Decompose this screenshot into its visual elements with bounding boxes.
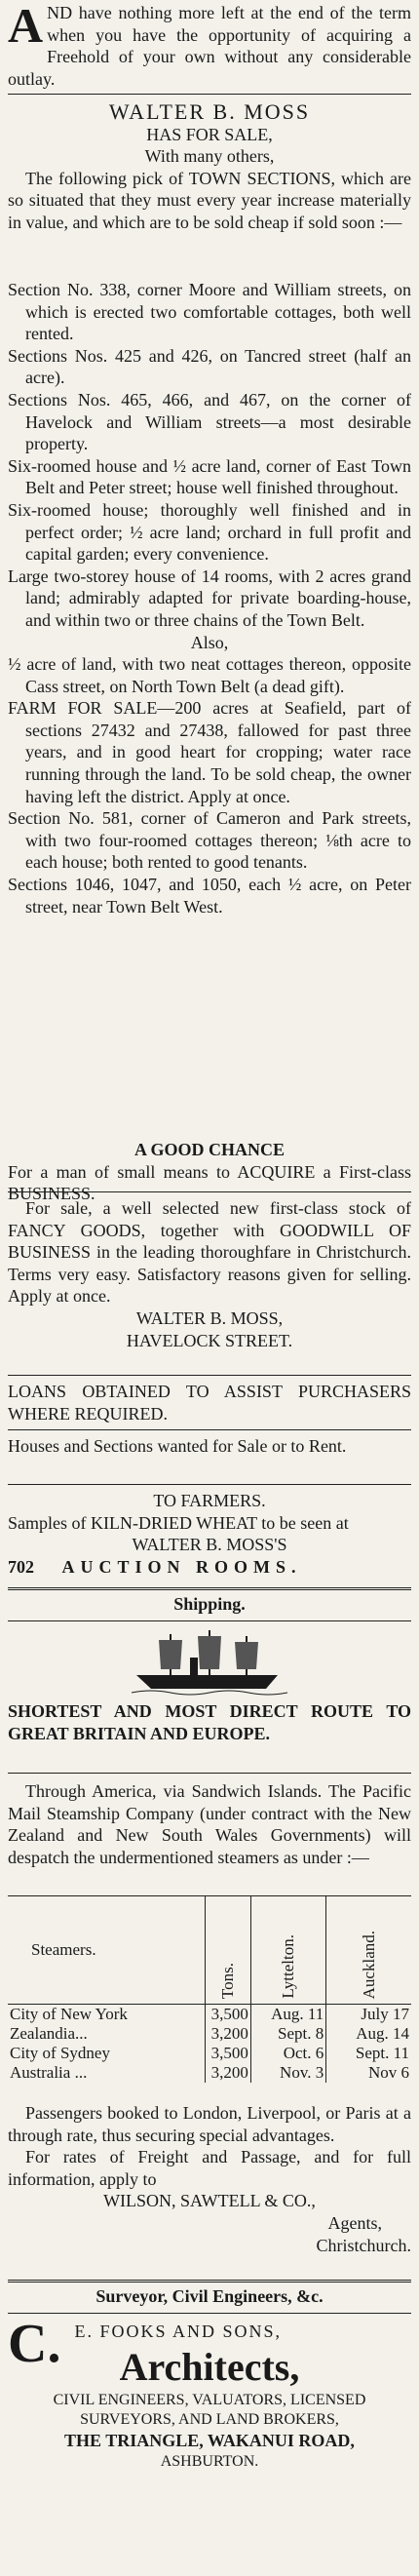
listing-item: ½ acre of land, with two neat cottages thereon, opposite Cass street, on North Town Belt (a dead gift).: [8, 654, 411, 696]
divider: [8, 94, 411, 95]
chance-text: For sale, a well selected new first-class stock of FANCY GOODS, together with GOODWILL OF BUSINESS in the leading thoroughfare in Christchurch. Terms very easy. Satisfactory reasons given for selling. Apply at once.: [8, 1198, 411, 1307]
tons: 3,200: [206, 2063, 250, 2083]
auction-line: [8, 1556, 411, 1579]
drop-cap: A: [8, 0, 44, 53]
col-steamers: Steamers.: [31, 1940, 96, 1959]
agents-label: Agents,: [327, 2212, 382, 2233]
lead-text: The following pick of TOWN SECTIONS, which are so situated that they must every year increase materially in value, and which are to be sold cheap if sold soon :—: [8, 168, 411, 232]
surveyor-heading: Surveyor, Civil Engineers, &c.: [95, 2286, 324, 2306]
tons: 3,200: [206, 2024, 250, 2044]
auction-rooms: AUCTION ROOMS.: [61, 1556, 302, 1577]
shipping-text: Through America, via Sandwich Islands. The Pacific Mail Steamship Company (under contract with the New Zealand and New South Wales Governments) will despatch the undermentioned steamers as under :—: [8, 1781, 411, 1867]
table-row: [8, 2005, 411, 2025]
auckland-date: Aug. 14: [326, 2024, 411, 2044]
surveyor-block: [8, 2314, 411, 2472]
divider: [8, 1429, 411, 1430]
moss-header: [8, 101, 411, 234]
chance-block: [8, 1139, 411, 1205]
listing-item: Six-roomed house; thoroughly well finished and in perfect order; ½ acre land; orchard in full profit and capital garden; every convenience.: [8, 499, 411, 565]
steamer-name: City of New York: [10, 2005, 128, 2023]
table-row: [8, 2044, 411, 2063]
steamer-name: Zealandia...: [10, 2024, 88, 2043]
passengers-text: Passengers booked to London, Liverpool, or Paris at a through rate, thus securing special advantages.: [8, 2103, 411, 2145]
listing-item: Large two-storey house of 14 rooms, with 2 acres grand land; admirably adapted for private boarding-house, and within two or three chains of the Town Belt.: [8, 566, 411, 630]
lyttelton-date: Sept. 8: [250, 2024, 325, 2044]
chance-address: HAVELOCK STREET.: [126, 1330, 293, 1350]
firm-line-2: SURVEYORS, AND LAND BROKERS,: [80, 2411, 339, 2428]
listing-item: Sections 1046, 1047, and 1050, each ½ acre, on Peter street, near Town Belt West.: [8, 875, 411, 917]
houses-text: Houses and Sections wanted for Sale or to Rent.: [8, 1436, 347, 1456]
tons: 3,500: [206, 2044, 250, 2063]
lyttelton-date: Nov. 3: [250, 2063, 325, 2083]
schedule-table: [8, 1895, 411, 2083]
divider: [8, 2313, 411, 2314]
firm-name: E. FOOKS AND SONS,: [74, 2322, 282, 2341]
chance-sub: For a man of small means to ACQUIRE a First-class BUSINESS.: [8, 1161, 411, 1204]
auckland-date: Nov 6: [326, 2063, 411, 2083]
shipping-heading: Shipping.: [173, 1594, 246, 1614]
also: Also,: [190, 632, 229, 652]
shipping-route-block: [8, 1700, 411, 1744]
firm-cap: C.: [8, 2314, 61, 2374]
steamship-icon: [132, 1628, 287, 1697]
surveyor-heading-block: [8, 2285, 411, 2308]
lyttelton-date: Aug. 11: [250, 2005, 325, 2025]
intro-block: [8, 2, 411, 90]
divider: [8, 1375, 411, 1376]
loans-block: [8, 1381, 411, 1425]
chance-body: [8, 1197, 411, 1351]
farmers-heading: TO FARMERS.: [153, 1491, 266, 1510]
col-lyttelton: Lyttelton.: [279, 1934, 298, 1999]
firm-line-1: CIVIL ENGINEERS, VALUATORS, LICENSED: [53, 2392, 366, 2408]
auckland-date: July 17: [326, 2005, 411, 2025]
col-auckland: Auckland.: [359, 1930, 378, 1999]
intro-text: ND have nothing more left at the end of the term when you have the opportunity of acquiring a Freehold of your own without any considerable outlay.: [8, 3, 411, 89]
loans-text: LOANS OBTAINED TO ASSIST PURCHASERS WHERE REQUIRED.: [8, 1382, 411, 1424]
listing-item: Section No. 581, corner of Cameron and Park streets, with two four-roomed cottages thereon; ⅛th acre to each house; both rented to good tenants.: [8, 808, 411, 873]
architects-title: Architects,: [119, 2345, 300, 2389]
firm-line-3: THE TRIANGLE, WAKANUI ROAD,: [64, 2431, 355, 2450]
divider: [8, 1773, 411, 1774]
houses-block: [8, 1435, 411, 1458]
farmers-text: Samples of KILN-DRIED WHEAT to be seen at: [8, 1512, 349, 1533]
auckland-date: Sept. 11: [326, 2044, 411, 2063]
shipping-after: [8, 2102, 411, 2256]
lyttelton-date: Oct. 6: [250, 2044, 325, 2063]
freight-text: For rates of Freight and Passage, and for full information, apply to: [8, 2147, 411, 2189]
table-row: [8, 2063, 411, 2083]
route-heading: SHORTEST AND MOST DIRECT ROUTE TO GREAT BRITAIN AND EUROPE.: [8, 1701, 411, 1743]
listing-item: Sections Nos. 425 and 426, on Tancred street (half an acre).: [8, 345, 411, 388]
shipping-body: [8, 1780, 411, 1868]
divider: [8, 1484, 411, 1485]
steamer-name: City of Sydney: [10, 2044, 110, 2062]
chance-heading: A GOOD CHANCE: [133, 1140, 285, 1159]
shipping-heading-block: [8, 1593, 411, 1616]
farmers-block: [8, 1490, 411, 1578]
has-for-sale: HAS FOR SALE,: [146, 124, 273, 144]
listing-item: Six-roomed house and ½ acre land, corner of East Town Belt and Peter street; house well finished throughout.: [8, 455, 411, 498]
listing-item: Section No. 338, corner Moore and William streets, on which is erected two comfortable cottages, both well rented.: [8, 280, 411, 344]
firm-line-4: ASHBURTON.: [160, 2452, 259, 2470]
tons: 3,500: [206, 2005, 250, 2025]
listing-item: Sections Nos. 465, 466, and 467, on the corner of Havelock and William streets—a most desirable property.: [8, 389, 411, 454]
divider: [8, 1191, 411, 1192]
advertiser-name: WALTER B. MOSS: [108, 99, 311, 124]
farmers-who: WALTER B. MOSS'S: [132, 1535, 287, 1555]
schedule-table-wrap: [8, 1895, 411, 2083]
advert-number: 702: [8, 1556, 34, 1577]
with-many: With many others,: [144, 146, 275, 167]
col-tons: Tons.: [218, 1962, 238, 1999]
listing-group-1: [8, 279, 411, 917]
table-row: [8, 2024, 411, 2044]
chance-signature: WALTER B. MOSS,: [135, 1308, 284, 1328]
divider: [8, 1620, 411, 1621]
agent-name: WILSON, SAWTELL & CO.,: [103, 2191, 316, 2211]
listing-item: FARM FOR SALE—200 acres at Seafield, part of sections 27432 and 27438, fallowed for past three years, and in good heart for cropping; water race running through the land. To be sold cheap, the owner having left the district. Apply at once.: [8, 698, 411, 806]
double-divider: [8, 2280, 411, 2283]
agent-city: Christchurch.: [316, 2235, 411, 2255]
double-divider: [8, 1587, 411, 1590]
steamer-name: Australia ...: [10, 2063, 88, 2082]
